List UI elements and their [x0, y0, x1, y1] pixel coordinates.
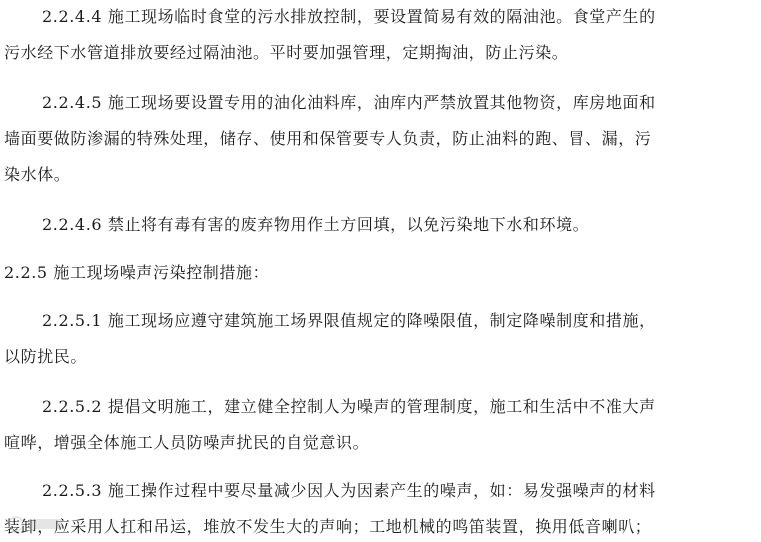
paragraph-2-2-4-5-line-2: 墙面要做防渗漏的特殊处理，储存、使用和保管要专人负责，防止油料的跑、冒、漏，污 [4, 129, 652, 148]
paragraph-2-2-5-2-line-2: 喧哗，增强全体施工人员防噪声扰民的自觉意识。 [4, 433, 370, 452]
paragraph-2-2-5-3-line-2: 装卸，应采用人扛和吊运，堆放不发生大的声响；工地机械的鸣笛装置，换用低音喇叭； [4, 517, 652, 536]
paragraph-2-2-5-1-line-1: 2.2.5.1 施工现场应遵守建筑施工场界限值规定的降噪限值，制定降噪制度和措施， [42, 311, 656, 330]
paragraph-2-2-5-1-line-2: 以防扰民。 [4, 347, 88, 366]
paragraph-2-2-5-2-line-1: 2.2.5.2 提倡文明施工，建立健全控制人为噪声的管理制度，施工和生活中不准大声 [42, 397, 656, 416]
paragraph-2-2-4-5-line-3: 染水体。 [4, 165, 71, 184]
paragraph-2-2-4-4-line-1: 2.2.4.4 施工现场临时食堂的污水排放控制，要设置简易有效的隔油池。食堂产生的 [42, 7, 656, 26]
paragraph-2-2-4-4-line-2: 污水经下水管道排放要经过隔油池。平时要加强管理，定期掏油，防止污染。 [4, 43, 569, 62]
watermark-logo [6, 513, 66, 535]
paragraph-2-2-5-3-line-1: 2.2.5.3 施工操作过程中要尽量减少因人为因素产生的噪声，如：易发强噪声的材料 [42, 481, 656, 500]
section-heading-2-2-5: 2.2.5 施工现场噪声污染控制措施： [4, 263, 270, 282]
paragraph-2-2-4-5-line-1: 2.2.4.5 施工现场要设置专用的油化油料库，油库内严禁放置其他物资，库房地面和 [42, 93, 656, 112]
paragraph-2-2-4-6-line-1: 2.2.4.6 禁止将有毒有害的废弃物用作土方回填，以免污染地下水和环境。 [42, 215, 590, 234]
